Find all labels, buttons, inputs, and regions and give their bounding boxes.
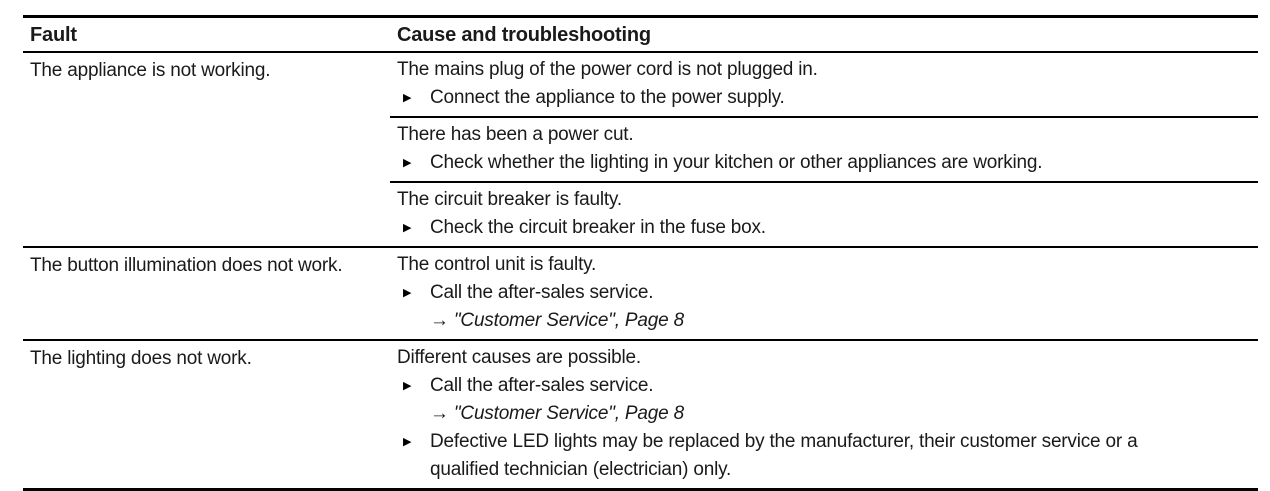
action-bullet-icon: ▶ bbox=[403, 287, 412, 299]
action-bullet-icon: ▶ bbox=[403, 92, 412, 104]
fault-cell: The lighting does not work. bbox=[30, 348, 252, 369]
action-item bbox=[397, 84, 1188, 112]
action-text: Connect the appliance to the power supply. bbox=[430, 87, 785, 108]
fault-column-header: Fault bbox=[30, 24, 77, 46]
action-item bbox=[397, 214, 1188, 242]
cause-text: There has been a power cut. bbox=[397, 124, 634, 145]
cause-block bbox=[390, 181, 1258, 246]
troubleshooting-table bbox=[23, 15, 1258, 491]
cross-reference: → "Customer Service", Page 8 bbox=[430, 403, 684, 424]
table-row bbox=[23, 341, 1258, 491]
fault-cell: The button illumination does not work. bbox=[30, 255, 343, 276]
action-text: Check whether the lighting in your kitchen or other appliances are working. bbox=[430, 152, 1043, 173]
cause-block bbox=[390, 248, 1258, 339]
cause-text: The control unit is faulty. bbox=[397, 254, 597, 275]
table-row bbox=[23, 248, 1258, 341]
action-bullet-icon: ▶ bbox=[403, 436, 412, 448]
action-bullet-icon: ▶ bbox=[403, 157, 412, 169]
cause-text: The mains plug of the power cord is not plugged in. bbox=[397, 59, 818, 80]
action-item bbox=[397, 372, 1188, 428]
action-text: Call the after-sales service. bbox=[430, 282, 654, 303]
action-bullet-icon: ▶ bbox=[403, 222, 412, 234]
action-text: Defective LED lights may be replaced by the manufacturer, their customer service or a qualified technician (electrician) only. bbox=[430, 431, 1138, 480]
action-item bbox=[397, 149, 1188, 177]
action-text: Check the circuit breaker in the fuse box. bbox=[430, 217, 766, 238]
action-bullet-icon: ▶ bbox=[403, 380, 412, 392]
action-item bbox=[397, 428, 1188, 484]
fault-cell: The appliance is not working. bbox=[30, 60, 271, 81]
cause-cell bbox=[390, 53, 1258, 246]
cause-cell bbox=[390, 248, 1258, 339]
cause-block bbox=[390, 116, 1258, 181]
cause-text: The circuit breaker is faulty. bbox=[397, 189, 622, 210]
table-header-row bbox=[23, 18, 1258, 53]
table-row bbox=[23, 53, 1258, 248]
cause-block bbox=[390, 341, 1258, 488]
cause-cell bbox=[390, 341, 1258, 488]
cause-column-header: Cause and troubleshooting bbox=[397, 24, 651, 46]
action-text: Call the after-sales service. bbox=[430, 375, 654, 396]
cause-text: Different causes are possible. bbox=[397, 347, 641, 368]
action-item bbox=[397, 279, 1188, 335]
cross-reference: → "Customer Service", Page 8 bbox=[430, 310, 684, 331]
cause-block bbox=[390, 53, 1258, 116]
